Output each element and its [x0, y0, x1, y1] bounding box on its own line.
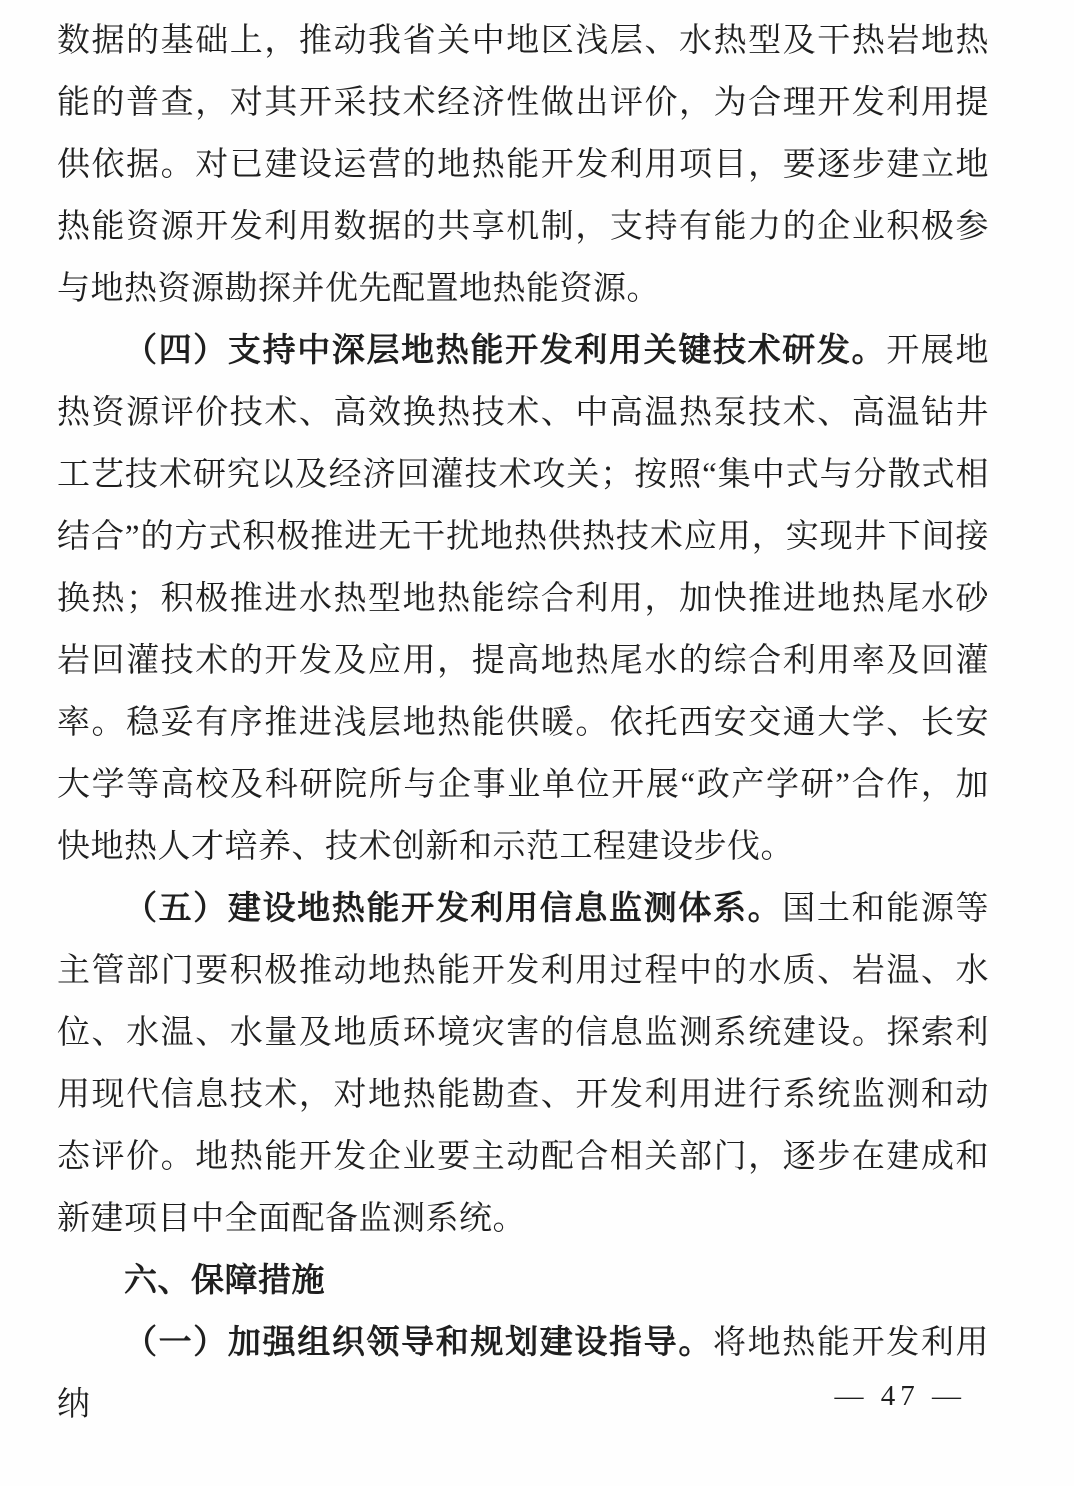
section-4-heading-text: （四）支持中深层地热能开发利用关键技术研发。 [124, 333, 887, 369]
paragraph-section-4 [57, 320, 989, 878]
section-6-1-heading-text: （一）加强组织领导和规划建设指导。 [124, 1325, 713, 1361]
paragraph-continuation [57, 10, 989, 320]
paragraph-section-6-1 [57, 1312, 989, 1436]
chapter-6-heading [57, 1250, 989, 1312]
section-4-body-text: 开展地热资源评价技术、高效换热技术、中高温热泵技术、高温钻井工艺技术研究以及经济回灌技术攻关；按照“集中式与分散式相结合”的方式积极推进无干扰地热供热技术应用，实现井下间接换热；积极推进水热型地热能综合利用，加快推进地热尾水砂岩回灌技术的开发及应用，提高地热尾水的综合利用率及回灌率。稳妥有序推进浅层地热能供暖。依托西安交通大学、长安大学等高校及科研院所与企事业单位开展“政产学研”合作，加快地热人才培养、技术创新和示范工程建设步伐。 [57, 333, 990, 865]
page-number: — 47 — [834, 1380, 966, 1412]
paragraph-text: 数据的基础上，推动我省关中地区浅层、水热型及干热岩地热能的普查，对其开采技术经济性做出评价，为合理开发利用提供依据。对已建设运营的地热能开发利用项目，要逐步建立地热能资源开发利用数据的共享机制，支持有能力的企业积极参与地热资源勘探并优先配置地热能资源。 [57, 23, 989, 307]
chapter-6-heading-text: 六、保障措施 [124, 1263, 325, 1299]
paragraph-section-5 [57, 878, 989, 1250]
section-5-body-text: 国土和能源等主管部门要积极推动地热能开发利用过程中的水质、岩温、水位、水温、水量及地质环境灾害的信息监测系统建设。探索利用现代信息技术，对地热能勘查、开发利用进行系统监测和动态评价。地热能开发企业要主动配合相关部门，逐步在建成和新建项目中全面配备监测系统。 [57, 891, 990, 1237]
section-5-heading-text: （五）建设地热能开发利用信息监测体系。 [124, 891, 783, 927]
section-6-1-body-text: 将地热能开发利用纳 [57, 1325, 990, 1423]
document-body [57, 10, 989, 1436]
